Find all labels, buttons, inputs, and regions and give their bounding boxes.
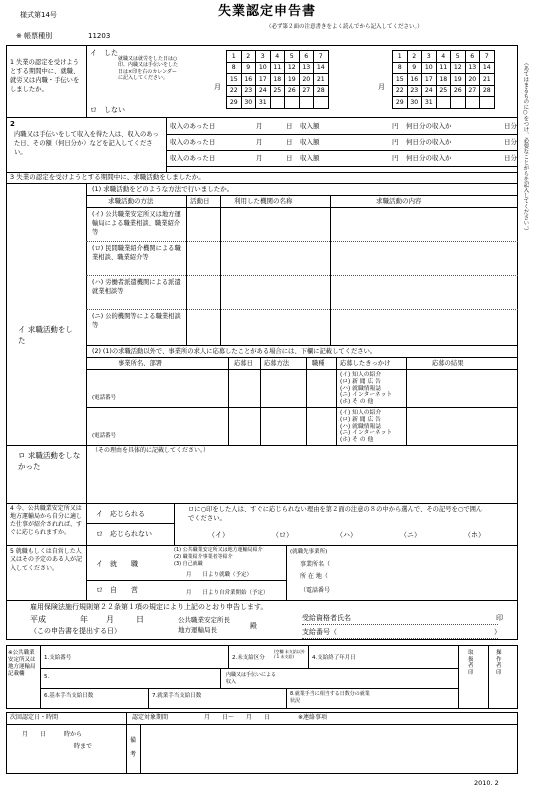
- calendar-day-cell[interactable]: 4: [270, 51, 285, 63]
- calendar-day-cell[interactable]: 21: [480, 74, 495, 86]
- calendar-day-cell[interactable]: 4: [436, 51, 451, 63]
- trigger-option: (イ) 知人の紹介: [340, 410, 382, 416]
- col-content: 求職活動の内容: [376, 197, 422, 205]
- calendar-day-cell[interactable]: 3: [422, 51, 437, 63]
- reason-choice: （ハ）: [336, 531, 357, 539]
- calendar-day-cell[interactable]: 8: [227, 62, 242, 74]
- employer-label: (就職先事業所): [290, 549, 328, 555]
- calendar-day-cell[interactable]: 14: [480, 62, 495, 74]
- method-item: (ニ) 公的機関等による職業相談等: [92, 313, 181, 330]
- trigger-option: (ニ) インターネット: [340, 430, 393, 437]
- calendar-month-2: [392, 50, 495, 109]
- calendar-day-cell[interactable]: 15: [227, 74, 242, 86]
- declaration-month: 月: [106, 615, 114, 624]
- reason-choice: （ニ）: [400, 531, 421, 539]
- handler-seal: 取扱者印: [468, 650, 474, 676]
- trigger-option: (ロ) 新 聞 広 告: [340, 378, 381, 385]
- office-field-3: 4.支給終了年月日: [312, 655, 356, 661]
- sec5-question: 5 就職もしくは自営した人又はその予定のある人が記入してください。: [10, 548, 83, 572]
- next-appointment-label: 次回認定日・時間: [10, 714, 59, 721]
- calendar-day-cell[interactable]: 13: [299, 62, 314, 74]
- office-field-1: 1.支給番号: [44, 655, 72, 661]
- calendar-day-cell[interactable]: [436, 97, 451, 109]
- col-job-type: 職種: [312, 360, 325, 367]
- sec3-option-not[interactable]: ロ 求職活動をしなかった: [18, 451, 81, 472]
- period-value: 月 日～ 月 日: [204, 714, 271, 721]
- calendar-day-cell[interactable]: 31: [422, 97, 437, 109]
- calendar-day-cell[interactable]: 28: [480, 85, 495, 97]
- side-instruction: （あてはまるものに○をつけ、必要なことがらを記入してください。）: [522, 60, 529, 234]
- calendar-day-cell[interactable]: 18: [436, 74, 451, 86]
- trigger-option: (ホ) そ の 他: [340, 437, 374, 444]
- job-route-option: (2) 職業紹介事業者等紹介: [174, 554, 233, 560]
- office-field-2: 2.未支給区分: [232, 655, 265, 661]
- calendar-day-cell[interactable]: 3: [256, 51, 271, 63]
- calendar-day-cell[interactable]: 1: [393, 51, 408, 63]
- col-apply-method: 応募方法: [264, 360, 290, 367]
- sec3-intro: 3 失業の認定を受けようとする期間中に、求職活動をしましたか。: [10, 173, 205, 181]
- sec2-question: 内職又は手伝いをして収入を得た人は、収入のあった日、その額（何日分か）などを記入してください。: [14, 131, 159, 157]
- calendar-day-cell[interactable]: [270, 97, 285, 109]
- trigger-option: (イ) 知人の紹介: [340, 372, 382, 378]
- operator-seal: 操作者印: [496, 650, 502, 676]
- calendar-day-cell[interactable]: [285, 97, 300, 109]
- income-date-label: 収入のあった日: [170, 122, 216, 130]
- job-route-option: (1) 公共職業安定所又は地方運輸局紹介: [174, 547, 263, 553]
- col-trigger: 応募したきっかけ: [340, 360, 391, 367]
- declaration-day: 日: [136, 615, 144, 624]
- sec1-month-label-2: 月: [378, 83, 385, 91]
- calendar-day-cell[interactable]: 18: [270, 74, 285, 86]
- payment-number-close: ）: [494, 628, 501, 636]
- calendar-day-cell[interactable]: 16: [407, 74, 422, 86]
- ledger-type-label: ※ 帳票種別: [16, 32, 53, 40]
- calendar-day-cell[interactable]: 24: [422, 85, 437, 97]
- income-days-unit: 日分: [504, 122, 517, 130]
- reason-choice: （ホ）: [464, 531, 485, 539]
- phone-label: (電話番号: [92, 395, 117, 401]
- calendar-day-cell[interactable]: 15: [393, 74, 408, 86]
- employer-name: 事業所名（: [300, 561, 331, 568]
- calendar-day-cell[interactable]: 27: [465, 85, 480, 97]
- calendar-day-cell[interactable]: 24: [256, 85, 271, 97]
- applicant-name-label: 受給資格者氏名: [302, 614, 351, 622]
- income-month-unit: 月: [256, 122, 263, 130]
- employer-phone: （電話番号: [300, 587, 331, 594]
- calendar-day-cell[interactable]: 25: [270, 85, 285, 97]
- calendar-day-cell[interactable]: 10: [256, 62, 271, 74]
- sec2-number: 2: [10, 120, 15, 128]
- calendar-day-cell[interactable]: 17: [256, 74, 271, 86]
- application-row-line: [86, 407, 518, 408]
- calendar-day-cell[interactable]: 13: [465, 62, 480, 74]
- job-route-option: (3) 自己就職: [174, 561, 203, 567]
- calendar-day-cell[interactable]: 25: [436, 85, 451, 97]
- method-row-line: [86, 309, 518, 310]
- calendar-day-cell[interactable]: 19: [285, 74, 300, 86]
- sec1-month-label-1: 月: [214, 83, 221, 91]
- calendar-day-cell[interactable]: 1: [227, 51, 242, 63]
- office-field-2-note: (空欄 未支給以外 / 1 未支給): [274, 649, 305, 659]
- calendar-day-cell[interactable]: 11: [436, 62, 451, 74]
- income-days-label: 何日分の収入か: [406, 122, 452, 130]
- calendar-day-cell[interactable]: 2: [241, 51, 256, 63]
- calendar-month-1: [226, 50, 329, 109]
- calendar-day-cell[interactable]: 26: [451, 85, 466, 97]
- contact-label: ※連絡事項: [298, 714, 328, 721]
- declaration-era: 平成: [30, 615, 46, 624]
- period-label: 認定対象期間: [132, 714, 169, 721]
- calendar-day-cell[interactable]: 14: [314, 62, 329, 74]
- calendar-day-cell[interactable]: 2: [407, 51, 422, 63]
- income-row-line: [166, 134, 518, 135]
- col-result: 応募の結果: [432, 360, 464, 367]
- addressee-2: 地方運輸局長: [178, 626, 217, 634]
- col-company: 事業所名、部署: [118, 360, 163, 367]
- calendar-day-cell[interactable]: 23: [407, 85, 422, 97]
- calendar-day-cell[interactable]: 31: [256, 97, 271, 109]
- calendar-day-cell[interactable]: 23: [241, 85, 256, 97]
- sec1-option-yes-note: 就職又は就労をした日は○印、内職又は手伝いをした日は×印を右のカレンダーに記入してください。: [118, 56, 179, 81]
- form-number: 様式第14号: [20, 11, 57, 19]
- calendar-day-cell[interactable]: 29: [393, 97, 408, 109]
- income-row-line: [166, 150, 518, 151]
- addressee-dono: 殿: [250, 622, 257, 630]
- income-days-label: 何日分の収入か: [406, 154, 452, 162]
- calendar-day-cell[interactable]: [465, 97, 480, 109]
- calendar-day-cell[interactable]: 28: [314, 85, 329, 97]
- calendar-day-cell[interactable]: 12: [451, 62, 466, 74]
- col-method: 求職活動の方法: [108, 197, 154, 205]
- sec5-option-job[interactable]: イ 就 職: [96, 560, 138, 568]
- phone-label: (電話番号: [92, 433, 117, 439]
- next-appointment-date: 月 日 時から: [22, 731, 83, 738]
- col-organization: 利用した機関の名称: [234, 197, 293, 205]
- office-field-7: 7.就業手当支給日数: [152, 693, 202, 699]
- income-yen-unit: 円: [392, 122, 399, 130]
- col-apply-date: 応募日: [234, 360, 253, 367]
- calendar-day-cell[interactable]: 6: [465, 51, 480, 63]
- calendar-day-cell[interactable]: 6: [299, 51, 314, 63]
- income-amount-label: 収入額: [300, 154, 320, 162]
- submit-date-note: （この申告書を提出する日）: [30, 627, 121, 635]
- income-amount-label: 収入額: [300, 138, 320, 146]
- income-day-unit: 日: [286, 122, 293, 130]
- income-month-unit: 月: [256, 138, 263, 146]
- employer-address: 所 在 地（: [300, 573, 328, 580]
- sec3-option-did[interactable]: イ 求職活動をした: [18, 325, 73, 346]
- calendar-day-cell[interactable]: 27: [299, 85, 314, 97]
- footer-revision: 2010. 2: [474, 779, 499, 787]
- income-days-unit: 日分: [504, 154, 517, 162]
- sec4-note: ロに○印をした人は、すぐに応じられない理由を第２面の注意の８の中から選んで、その記号を○で囲んでください。: [188, 506, 483, 522]
- office-field-5-label: 内職又は手伝いによる収入: [226, 672, 277, 685]
- declaration-year: 年: [80, 615, 88, 624]
- calendar-day-cell[interactable]: 30: [241, 97, 256, 109]
- seal-mark: 印: [496, 614, 503, 622]
- instruction-text: （必ず第２面の注意書きをよく読んでから記入してください。）: [266, 24, 423, 30]
- calendar-day-cell[interactable]: 20: [465, 74, 480, 86]
- sec1-option-yes[interactable]: イ した: [90, 49, 118, 57]
- next-appointment-time: 時まで: [74, 743, 93, 750]
- calendar-day-cell[interactable]: 10: [422, 62, 437, 74]
- method-row-line: [86, 275, 518, 276]
- method-item: (ハ) 労働者派遣機関による派遣就業相談等: [92, 279, 181, 296]
- sec5-option-self[interactable]: ロ 自 営: [96, 586, 138, 594]
- calendar-day-cell[interactable]: 16: [241, 74, 256, 86]
- income-days-unit: 日分: [504, 138, 517, 146]
- addressee-1: 公共職業安定所長: [178, 616, 230, 624]
- calendar-day-cell[interactable]: [299, 97, 314, 109]
- sec3-q1: (1) 求職活動をどのような方法で行いましたか。: [92, 185, 234, 193]
- calendar-day-cell[interactable]: 9: [407, 62, 422, 74]
- calendar-day-cell[interactable]: 26: [285, 85, 300, 97]
- trigger-option: (ロ) 新 聞 広 告: [340, 416, 381, 423]
- calendar-day-cell[interactable]: 22: [227, 85, 242, 97]
- income-month-unit: 月: [256, 154, 263, 162]
- calendar-day-cell[interactable]: 5: [285, 51, 300, 63]
- office-side-label: ※公共職業安定所又は地方運輸局記載欄: [8, 650, 36, 678]
- sec5-job-date: 月 日より就職（予定）: [186, 572, 253, 578]
- income-date-label: 収入のあった日: [170, 138, 216, 146]
- method-item: (イ) 公共職業安定所又は地方運輸局による職業相談、職業紹介等: [92, 211, 181, 237]
- sec1-question: 1 失業の認定を受けようとする期間中に、就職、就労又は内職・手伝いをしましたか。: [10, 59, 80, 94]
- calendar-day-cell[interactable]: 8: [393, 62, 408, 74]
- calendar-day-cell[interactable]: 11: [270, 62, 285, 74]
- calendar-day-cell[interactable]: 7: [314, 51, 329, 63]
- calendar-day-cell[interactable]: 9: [241, 62, 256, 74]
- income-amount-label: 収入額: [300, 122, 320, 130]
- calendar-day-cell[interactable]: 29: [227, 97, 242, 109]
- calendar-day-cell[interactable]: 21: [314, 74, 329, 86]
- calendar-day-cell[interactable]: 5: [451, 51, 466, 63]
- calendar-day-cell[interactable]: [451, 97, 466, 109]
- sec1-option-no[interactable]: ロ しない: [90, 106, 125, 114]
- office-field-8: 8.就業手当に相当する日数分の就業状況: [290, 691, 370, 704]
- trigger-option: (ホ) そ の 他: [340, 399, 374, 406]
- income-day-unit: 日: [286, 138, 293, 146]
- calendar-day-cell[interactable]: [314, 97, 329, 109]
- office-field-6: 6.基本手当支給日数: [44, 693, 94, 699]
- sec4-option-no[interactable]: ロ 応じられない: [96, 530, 152, 538]
- sec4-question: 4 今、公共職業安定所又は地方運輸局から自分に適した仕事が紹介されれば、すぐに応じられますか。: [10, 505, 83, 537]
- trigger-option: (ハ) 就職情報誌: [340, 423, 382, 430]
- calendar-day-cell[interactable]: 30: [407, 97, 422, 109]
- calendar-day-cell[interactable]: 22: [393, 85, 408, 97]
- income-days-label: 何日分の収入か: [406, 138, 452, 146]
- sec5-self-date: 月 日より自営業開始（予定）: [186, 590, 269, 596]
- reason-choice: （ロ）: [272, 531, 293, 539]
- income-row-line: [166, 166, 518, 167]
- income-yen-unit: 円: [392, 154, 399, 162]
- calendar-day-cell[interactable]: 20: [299, 74, 314, 86]
- ledger-type-number: 11203: [88, 32, 111, 40]
- form-title: 失業認定申告書: [218, 4, 317, 19]
- calendar-day-cell[interactable]: 19: [451, 74, 466, 86]
- sec3-not-reason-note: （その理由を具体的に記載してください。）: [92, 447, 210, 454]
- trigger-option: (ハ) 就職情報誌: [340, 385, 382, 392]
- col-activity-date: 活動日: [190, 197, 210, 205]
- payment-number-label: 支給番号（: [302, 628, 337, 636]
- income-yen-unit: 円: [392, 138, 399, 146]
- sec3-q2: (2) (1)の求職活動以外で、事業所の求人に応募したことがある場合には、下欄に記載してください。: [92, 348, 377, 355]
- sec4-option-yes[interactable]: イ 応じられる: [96, 510, 145, 518]
- memo-label: 備考: [130, 737, 137, 759]
- income-day-unit: 日: [286, 154, 293, 162]
- calendar-day-cell[interactable]: 7: [480, 51, 495, 63]
- calendar-day-cell[interactable]: [480, 97, 495, 109]
- calendar-day-cell[interactable]: 12: [285, 62, 300, 74]
- trigger-option: (ニ) インターネット: [340, 392, 393, 399]
- calendar-day-cell[interactable]: 17: [422, 74, 437, 86]
- income-date-label: 収入のあった日: [170, 154, 216, 162]
- declaration-text: 雇用保険法施行規則第２２条第１項の規定により上記のとおり申告します。: [30, 603, 268, 611]
- method-item: (ロ) 民間職業紹介機関による職業相談、職業紹介等: [92, 245, 181, 262]
- reason-choice: （イ）: [208, 531, 229, 539]
- office-field-5: 5.: [44, 674, 50, 680]
- method-row-line: [86, 241, 518, 242]
